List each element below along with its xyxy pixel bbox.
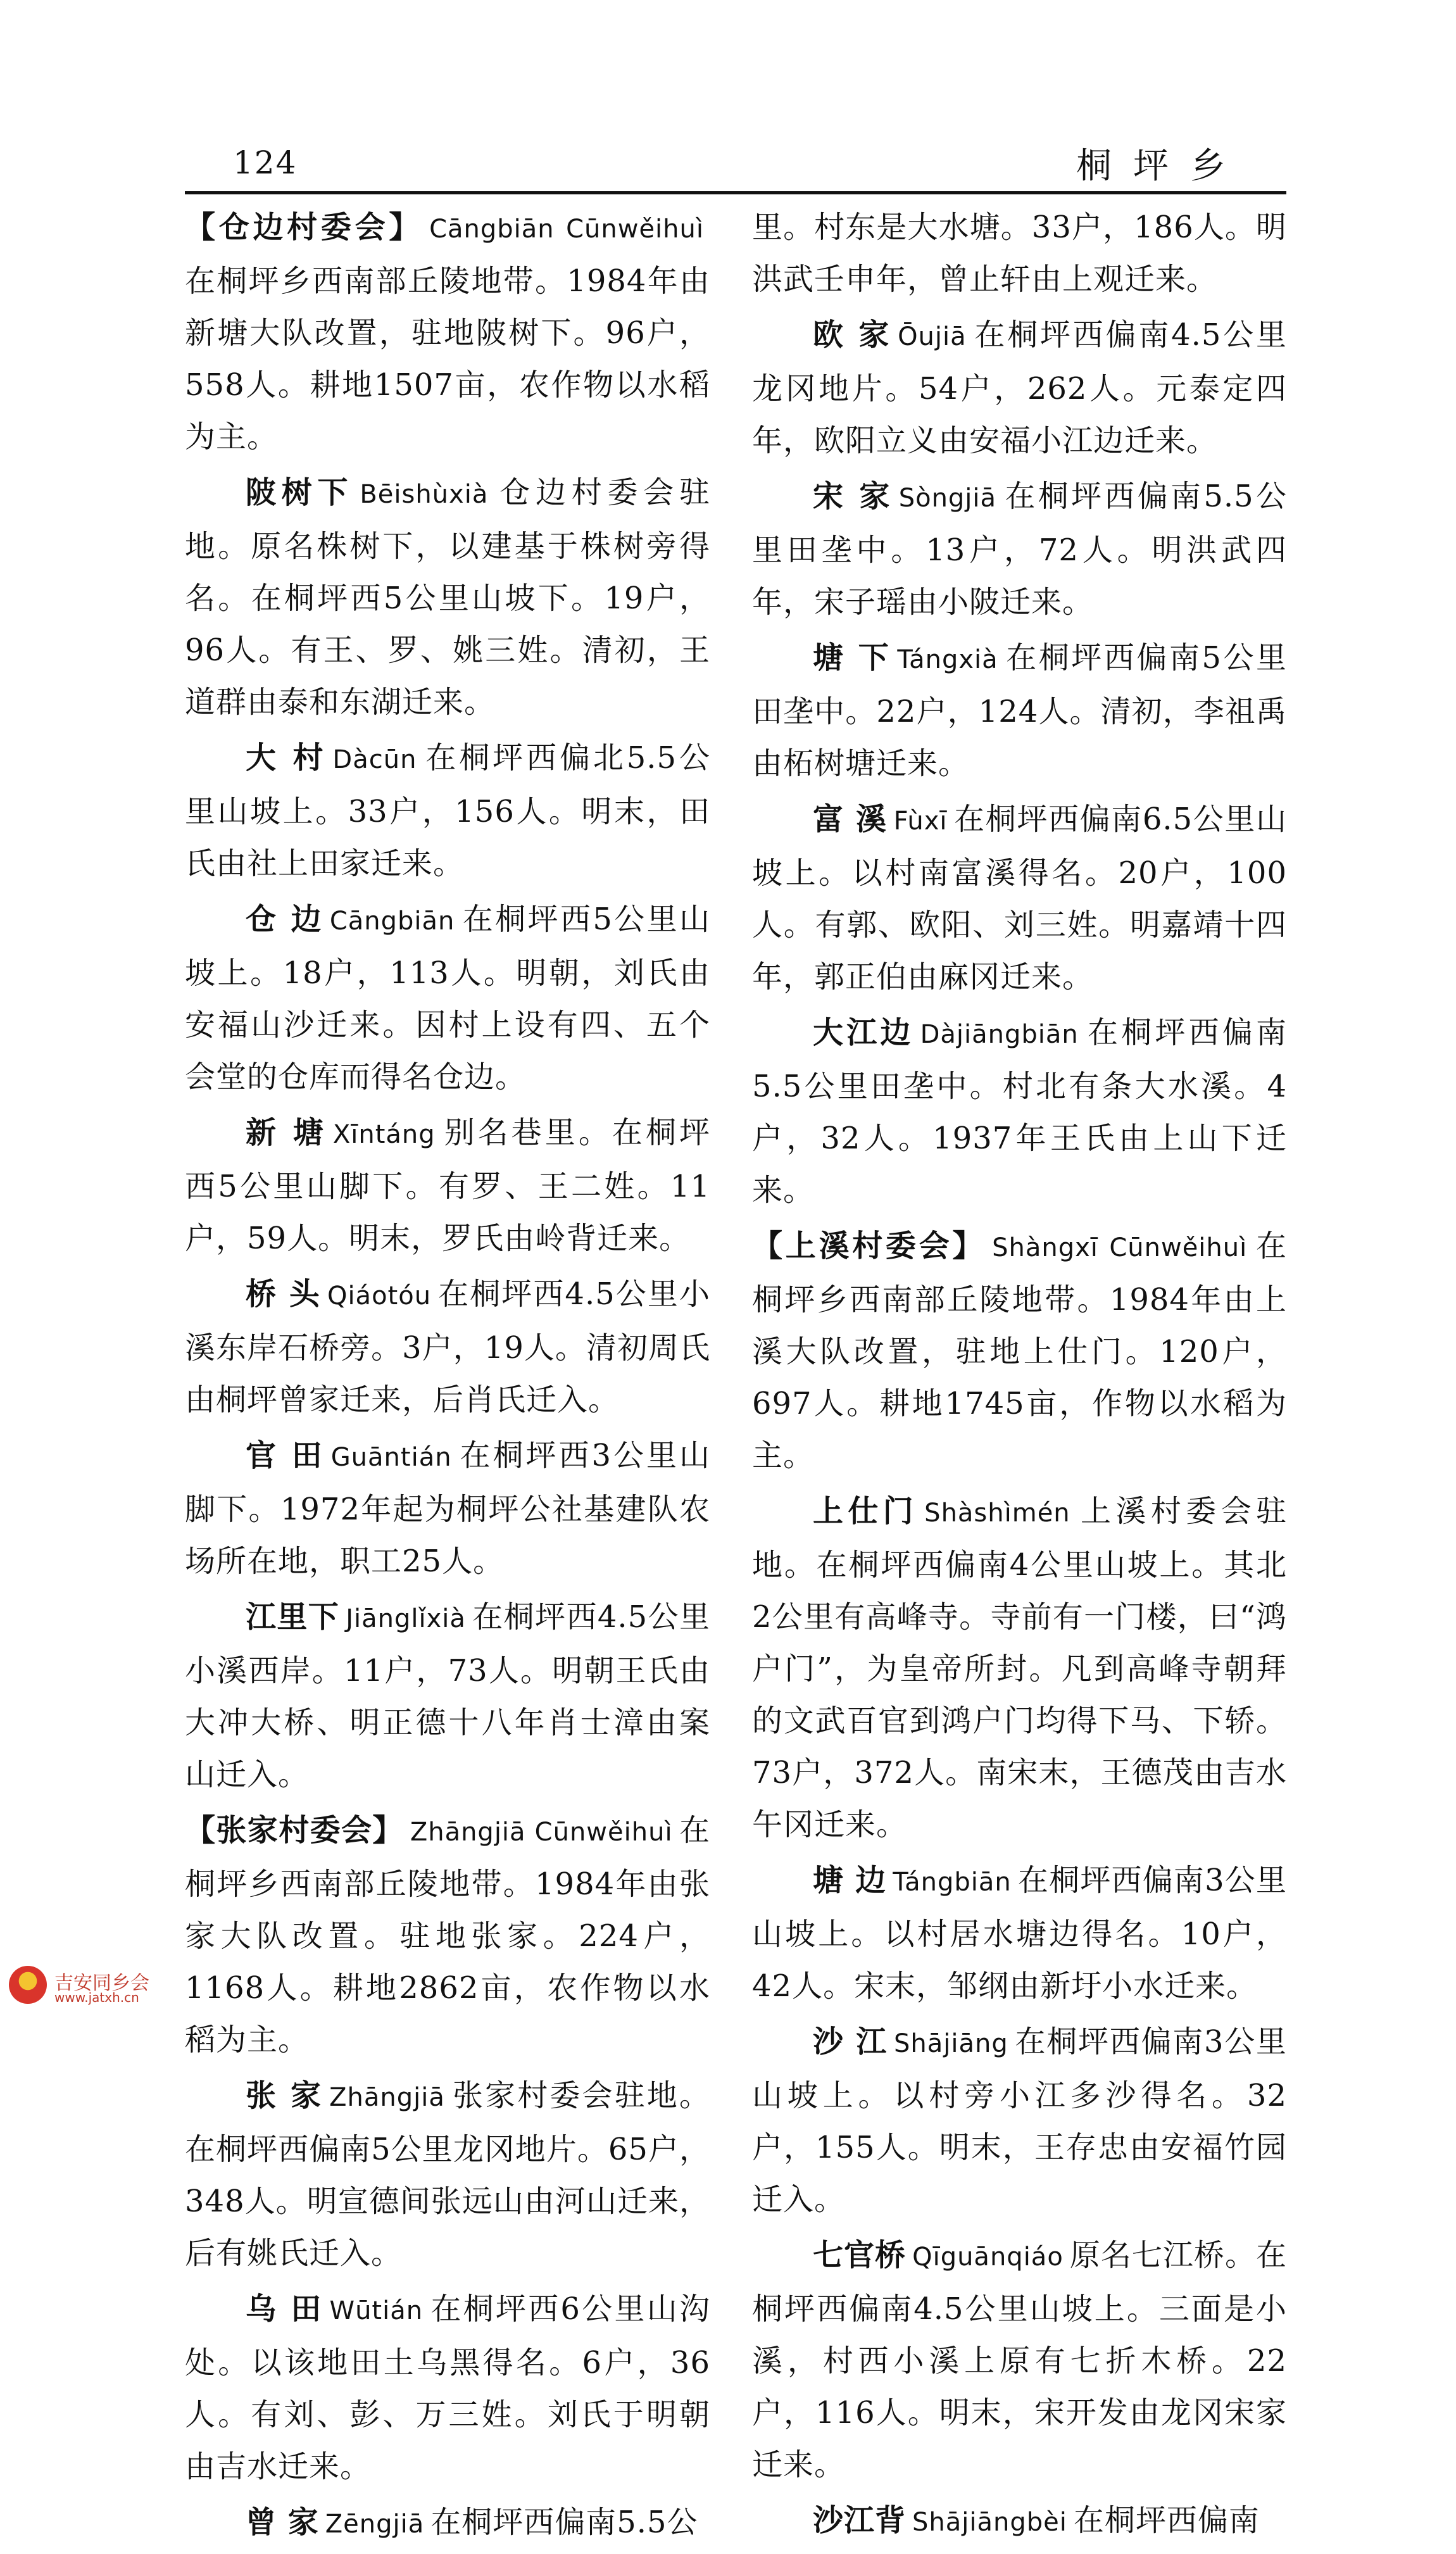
- village-entry: [752, 1854, 1287, 2012]
- village-entry: [752, 632, 1287, 789]
- entry-pinyin: Ōujiā: [898, 322, 967, 351]
- entry-headword: 【张家村委会】: [185, 1813, 404, 1848]
- committee-entry: [752, 1220, 1287, 1481]
- page-header: [0, 0, 1456, 196]
- emblem-icon: [9, 1966, 47, 2004]
- entry-pinyin: Jiānglǐxià: [346, 1604, 466, 1633]
- village-entry: [185, 1268, 710, 1426]
- village-entry: [185, 2496, 710, 2550]
- entry-text: 原名七江桥。在桐坪西偏南4.5公里山坡上。三面是小溪，村西小溪上原有七折木桥。22户，116人。明末，宋开发由龙冈宋家迁来。: [752, 2237, 1287, 2482]
- village-entry: [185, 1591, 710, 1801]
- entry-text: 在桐坪乡西南部丘陵地带。1984年由上溪大队改置，驻地上仕门。120户，697人。耕地1745亩，作物以水稻为主。: [752, 1228, 1287, 1473]
- entry-headword: 宋 家: [813, 479, 893, 514]
- committee-entry: [185, 201, 710, 463]
- entry-headword: 欧 家: [813, 317, 892, 353]
- entry-headword: 塘 边: [813, 1863, 887, 1898]
- entry-headword: 江里下: [246, 1599, 340, 1635]
- entry-pinyin: Zhāngjiā: [329, 2083, 445, 2112]
- entry-pinyin: Cāngbiān Cūnwěihuì: [429, 215, 704, 244]
- continued-entry: [752, 201, 1287, 305]
- entry-headword: 大 村: [246, 740, 327, 776]
- entry-pinyin: Shājiāng: [893, 2029, 1008, 2058]
- village-entry: [752, 793, 1287, 1003]
- header-rule: [185, 191, 1286, 194]
- entry-text: 在桐坪西6公里山沟处。以该地田土乌黑得名。6户，36人。有刘、彭、万三姓。刘氏于明朝由吉水迁来。: [185, 2291, 710, 2484]
- village-entry: [752, 1485, 1287, 1851]
- entry-pinyin: Xīntáng: [332, 1120, 436, 1149]
- entry-pinyin: Zēngjiā: [325, 2510, 425, 2539]
- entry-text: 在桐坪乡西南部丘陵地带。1984年由新塘大队改置，驻地陂树下。96户，558人。耕地1507亩，农作物以水稻为主。: [185, 263, 710, 455]
- entry-text: 在桐坪西5公里山坡上。18户，113人。明朝，刘氏由安福山沙迁来。因村上设有四、五个会堂的仓库而得名仓边。: [185, 902, 710, 1095]
- entry-pinyin: Shàshìmén: [924, 1499, 1070, 1528]
- entry-text: 在桐坪西偏南5.5公里田垄中。13户，72人。明洪武四年，宋子瑶由小陂迁来。: [752, 479, 1287, 620]
- village-entry: [185, 2283, 710, 2493]
- entry-text: 上溪村委会驻地。在桐坪西偏南4公里山坡上。其北2公里有高峰寺。寺前有一门楼，曰“鸿户门”，为皇帝所封。凡到高峰寺朝拜的文武百官到鸿户门均得下马、下轿。73户，372人。南宋末，王德茂由吉水午冈迁来。: [752, 1494, 1287, 1842]
- entry-headword: 富 溪: [813, 802, 888, 837]
- running-head: 桐坪乡: [1076, 146, 1247, 187]
- entry-text: 在桐坪西4.5公里小溪西岸。11户，73人。明朝王氏由大冲大桥、明正德十八年肖士漳由案山迁入。: [185, 1599, 710, 1792]
- entry-headword: 张 家: [246, 2078, 323, 2113]
- entry-pinyin: Tángbiān: [893, 1868, 1012, 1897]
- entry-text: 在桐坪西偏南4.5公里龙冈地片。54户，262人。元泰定四年，欧阳立义由安福小江边迁来。: [752, 317, 1287, 458]
- entry-headword: 大江边: [813, 1015, 914, 1050]
- entry-pinyin: Dàjiāngbiān: [920, 1020, 1079, 1049]
- entry-text: 在桐坪西偏南3公里山坡上。以村旁小江多沙得名。32户，155人。明末，王存忠由安福竹园迁入。: [752, 2024, 1287, 2217]
- entry-text: 在桐坪西偏南6.5公里山坡上。以村南富溪得名。20户，100人。有郭、欧阳、刘三姓。明嘉靖十四年，郭正伯由麻冈迁来。: [752, 802, 1287, 995]
- village-entry: [185, 1430, 710, 1587]
- entry-text: 在桐坪西4.5公里小溪东岸石桥旁。3户，19人。清初周氏由桐坪曾家迁来，后肖氏迁入。: [185, 1276, 710, 1418]
- entry-headword: 上仕门: [813, 1494, 919, 1529]
- village-entry: [752, 1007, 1287, 1216]
- entry-headword: 【仓边村委会】: [185, 210, 424, 245]
- entry-text: 在桐坪西偏南: [1073, 2503, 1260, 2538]
- entry-text: 里。村东是大水塘。33户，186人。明洪武壬申年，曾止轩由上观迁来。: [752, 210, 1287, 297]
- entry-pinyin: Shàngxī Cūnwěihuì: [992, 1233, 1248, 1262]
- entry-pinyin: Qiáotóu: [327, 1281, 432, 1311]
- entry-pinyin: Dàcūn: [332, 745, 417, 774]
- entry-headword: 桥 头: [246, 1276, 321, 1312]
- entry-text: 在桐坪西偏北5.5公里山坡上。33户，156人。明末，田氏由社上田家迁来。: [185, 740, 710, 881]
- village-entry: [185, 732, 710, 890]
- entry-text: 在桐坪西偏南5公里田垄中。22户，124人。清初，李祖禹由柘树塘迁来。: [752, 640, 1287, 781]
- entry-headword: 【上溪村委会】: [752, 1228, 986, 1264]
- entry-text: 在桐坪西3公里山脚下。1972年起为桐坪公社基建队农场所在地，职工25人。: [185, 1438, 710, 1579]
- entry-text: 别名巷里。在桐坪西5公里山脚下。有罗、王二姓。11户，59人。明末，罗氏由岭背迁来。: [185, 1115, 710, 1256]
- entry-pinyin: Cāngbiān: [329, 907, 455, 936]
- entry-pinyin: Fùxī: [893, 807, 948, 836]
- entry-headword: 沙江背: [813, 2503, 907, 2538]
- page-number: 124: [233, 144, 298, 181]
- entry-pinyin: Sòngjiā: [898, 484, 997, 513]
- village-entry: [185, 2070, 710, 2279]
- entry-headword: 沙 江: [813, 2024, 888, 2060]
- entry-text: 张家村委会驻地。在桐坪西偏南5公里龙冈地片。65户，348人。明宣德间张远山由河山迁来，后有姚氏迁入。: [185, 2078, 710, 2271]
- entry-text: 在桐坪乡西南部丘陵地带。1984年由张家大队改置。驻地张家。224户，1168人。耕地2862亩，农作物以水稻为主。: [185, 1813, 710, 2058]
- village-entry: [185, 467, 710, 728]
- entry-text: 在桐坪西偏南5.5公: [430, 2505, 698, 2540]
- entry-headword: 陂树下: [246, 475, 354, 510]
- entry-headword: 乌 田: [246, 2291, 323, 2327]
- entry-text: 在桐坪西偏南3公里山坡上。以村居水塘边得名。10户，42人。宋末，邹纲由新圩小水迁来。: [752, 1863, 1287, 2004]
- entry-pinyin: Shājiāngbèi: [912, 2508, 1067, 2537]
- entry-text: 在桐坪西偏南5.5公里田垄中。村北有条大水溪。4户，32人。1937年王氏由上山下迁来。: [752, 1015, 1287, 1208]
- entry-pinyin: Bēishùxià: [360, 480, 489, 509]
- village-entry: [752, 2494, 1287, 2548]
- entry-text: 仓边村委会驻地。原名株树下，以建基于株树旁得名。在桐坪西5公里山坡下。19户，96人。有王、罗、姚三姓。清初，王道群由泰和东湖迁来。: [185, 475, 710, 720]
- watermark-url: www.jatxh.cn: [54, 1990, 139, 2005]
- entry-pinyin: Wūtián: [329, 2296, 424, 2325]
- entry-pinyin: Tángxià: [897, 645, 998, 674]
- entry-headword: 仓 边: [246, 902, 323, 937]
- village-entry: [185, 1107, 710, 1264]
- entry-headword: 七官桥: [813, 2237, 907, 2273]
- entry-headword: 新 塘: [246, 1115, 327, 1150]
- entry-pinyin: Qīguānqiáo: [912, 2243, 1064, 2272]
- village-entry: [752, 309, 1287, 467]
- entry-headword: 曾 家: [246, 2505, 319, 2540]
- village-entry: [752, 470, 1287, 628]
- entry-pinyin: Guāntián: [330, 1443, 452, 1472]
- right-column: [752, 201, 1287, 2552]
- left-column: [185, 201, 710, 2554]
- entry-headword: 塘 下: [813, 640, 891, 676]
- watermark-site-name: 吉安同乡会: [54, 1972, 149, 1994]
- committee-entry: [185, 1804, 710, 2066]
- entry-pinyin: Zhāngjiā Cūnwěihuì: [410, 1818, 673, 1847]
- village-entry: [185, 893, 710, 1103]
- village-entry: [752, 2016, 1287, 2225]
- village-entry: [752, 2229, 1287, 2491]
- entry-headword: 官 田: [246, 1438, 325, 1473]
- site-watermark: [9, 1966, 218, 2005]
